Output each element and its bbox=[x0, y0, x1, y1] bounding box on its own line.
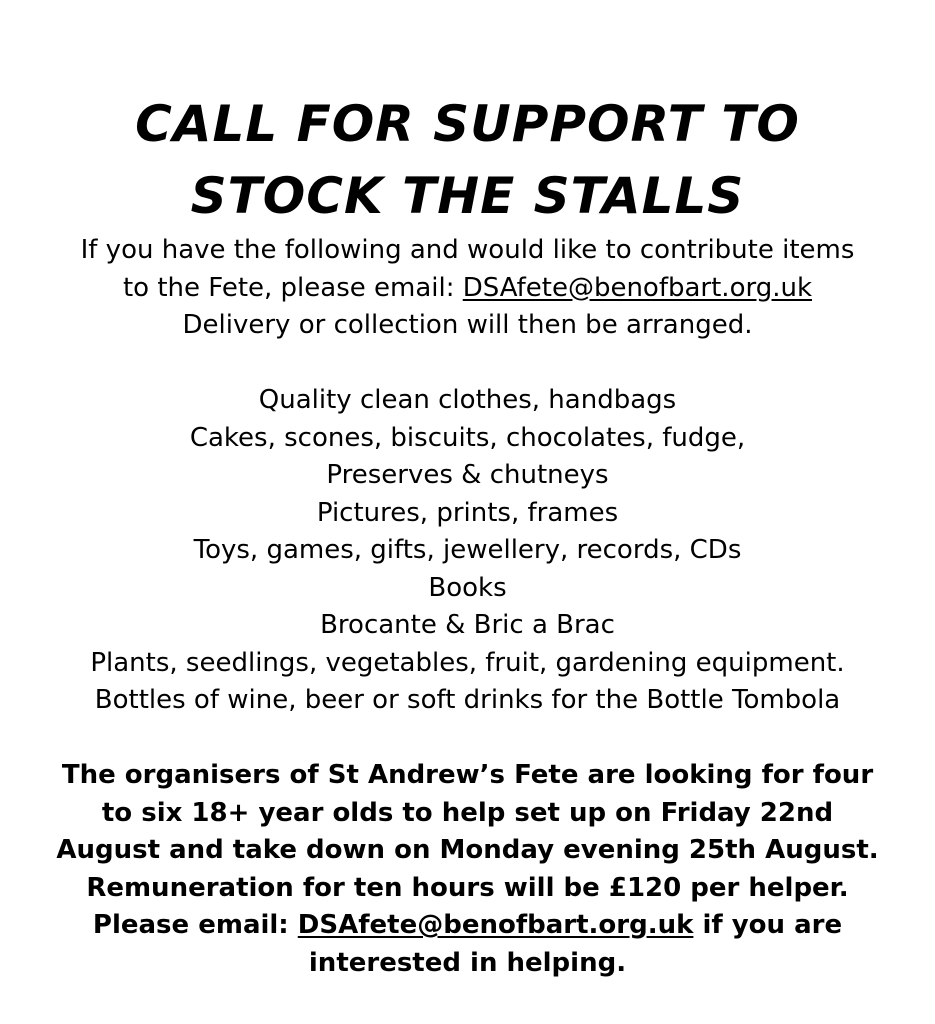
helpers-paragraph bbox=[0, 757, 935, 982]
intro-line-3: Delivery or collection will then be arranged. bbox=[182, 310, 753, 340]
intro-paragraph bbox=[0, 232, 935, 345]
helpers-line-6: interested in helping. bbox=[308, 947, 627, 978]
intro-line-2-text: to the Fete, please email: bbox=[122, 272, 463, 303]
stall-items-list bbox=[0, 382, 935, 720]
helpers-line-5 bbox=[0, 907, 935, 945]
title-line-2: STOCK THE STALLS bbox=[190, 167, 745, 225]
intro-line-1: If you have the following and would like to contribute items bbox=[80, 235, 855, 265]
blank-line bbox=[0, 720, 935, 758]
helpers-line-5-suffix: if you are bbox=[693, 910, 843, 940]
page-title bbox=[0, 0, 935, 232]
helpers-line-1: The organisers of St Andrew’s Fete are looking for four bbox=[61, 760, 874, 790]
stall-item: Preserves & chutneys bbox=[326, 460, 609, 490]
helpers-line-3: August and take down on Monday evening 25th August. bbox=[56, 835, 879, 865]
stall-item: Brocante & Bric a Brac bbox=[320, 610, 615, 640]
blank-line bbox=[0, 345, 935, 383]
stall-item: Books bbox=[428, 572, 507, 603]
stall-item: Cakes, scones, biscuits, chocolates, fudge, bbox=[189, 422, 746, 453]
helpers-line-2: to six 18+ year olds to help set up on Friday 22nd bbox=[101, 797, 834, 828]
title-line-1: CALL FOR SUPPORT TO bbox=[135, 95, 800, 153]
stall-item: Bottles of wine, beer or soft drinks for the Bottle Tombola bbox=[94, 685, 841, 715]
stall-item: Plants, seedlings, vegetables, fruit, gardening equipment. bbox=[90, 647, 845, 678]
helpers-line-5-prefix: Please email: bbox=[92, 910, 298, 940]
stall-item: Toys, games, gifts, jewellery, records, CDs bbox=[193, 535, 742, 565]
stall-item: Pictures, prints, frames bbox=[316, 497, 619, 528]
helping-email-link[interactable]: DSAfete@benofbart.org.uk bbox=[297, 910, 694, 940]
intro-line-2 bbox=[0, 270, 935, 308]
contribute-email-link[interactable]: DSAfete@benofbart.org.uk bbox=[462, 272, 813, 303]
stall-item: Quality clean clothes, handbags bbox=[258, 385, 677, 415]
helpers-line-4: Remuneration for ten hours will be £120 per helper. bbox=[86, 872, 849, 903]
